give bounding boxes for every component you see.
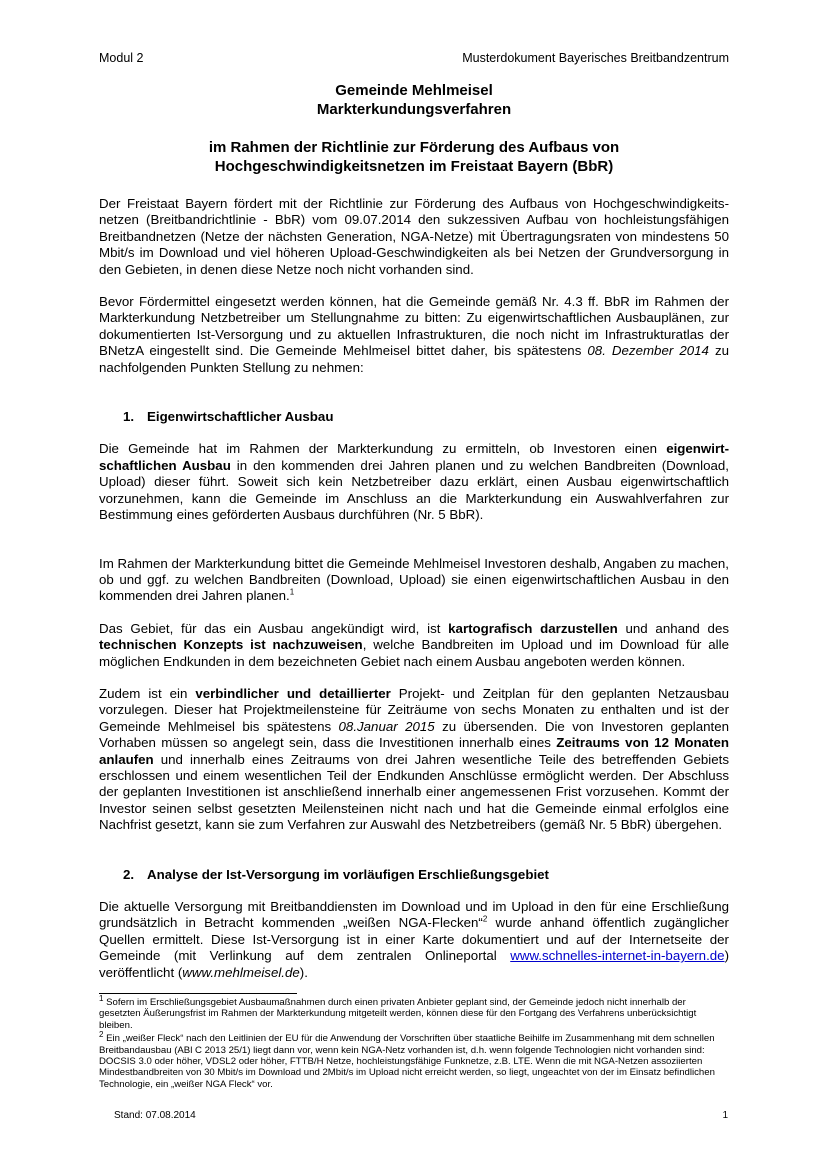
intro-paragraph-1: Der Freistaat Bayern fördert mit der Richtlinie zur Förderung des Aufbaus von Hochgeschwindigkeitsnetzen (Breitbandrichtlinie - BbR) vom 09.07.2014 den sukzessiven Aufbau von hochleistungsfähigen Breitbandnetzen (Netze der nächsten Generation, NGA-Netze) mit Übertragungsraten von mindestens 50 Mbit/s im Download und viel höheren Upload-Geschwindigkeiten als bei Netzen der Grundversorgung in den Gebieten, in denen diese Netze noch nicht vorhanden sind. (99, 196, 729, 277)
section-1-number: 1. (123, 409, 135, 425)
title-municipality: Gemeinde Mehlmeisel (335, 82, 493, 99)
s1p1-text-a: Die Gemeinde hat im Rahmen der Markterkundung zu ermitteln, ob Investoren einen (99, 441, 667, 457)
section-2-paragraph-1 (99, 899, 729, 981)
section-1-heading (123, 409, 729, 425)
intro-text-a: Bevor Fördermittel eingesetzt werden können, hat die Gemeinde gemäß Nr. 4.3 ff. BbR im Rahmen der Markterkundung Netzbetreiber um Stellungnahme zu bitten: Zu eigenwirtschaftlichen Ausbauplänen, zur dokumentierten Ist-Versorgung und zu aktuellen Infrastrukturen, die noch nicht im Infrastrukturatlas der BNetzA eingestellt sind. Die Gemeinde Mehlmeisel bittet daher, bis spätestens (99, 294, 729, 359)
s2p1-text-a: Die aktuelle Versorgung mit Breitbanddiensten im Download und im Upload in den für eine Erschließung grundsätzlich in Betracht kommenden „weißen NGA-Flecken“ (99, 899, 729, 931)
s1p3-bold-1: kartografisch darzustellen (448, 620, 618, 636)
s1p4-bold-2: Zeitraums von 12 Monaten anlaufen (99, 735, 729, 767)
s1p4-text-a: Zudem ist ein (99, 685, 196, 701)
header-module: Modul 2 (99, 51, 144, 65)
s1p3-text-b: und anhand des (617, 620, 729, 636)
footnotes (99, 993, 729, 1092)
footnote-separator (99, 993, 297, 994)
s1p4-text-d: und innerhalb eines Zeitraums von drei Jahren wesentliche Teile des betreffenden Gebiets erschlossen und einem wesentlichen Teil der Endkunden Anschlüsse ermöglicht werden. Der Abschluss der geplanten Investitionen ist anschließend innerhalb einer angemessenen Frist vorzusehen. Kommt der Investor seinen selbst gesetzten Meilensteinen nicht nach und hat die Gemeinde einmal erfolglos eine Nachfrist gesetzt, kann sie zum Verfahren zur Auswahl des Netzbetreibers (gemäß Nr. 5 BbR) übergehen. (99, 751, 729, 833)
s2p1-text-b: wurde anhand öffentlich zugänglicher Quellen ermittelt. Diese Ist-Versorgung ist in einer Karte dokumentiert und auf der Internetseite der Gemeinde (mit Verlinkung auf dem zentralen Onlineportal (99, 915, 729, 964)
footnote-2-text: Ein „weißer Fleck“ nach den Leitlinien der EU für die Anwendung der Vorschriften über staatliche Beihilfe im Zusammenhang mit dem schnellen Breitbandausbau (ABl C 2013 25/1) liegt dann vor, wenn kein NGA-Netz vorhanden ist, d.h. wenn folgende Technologien nicht vorhanden sind: DOCSIS 3.0 oder höher, VDSL2 oder höher, FTTB/H Netze, hochleistungsfähige Funknetze, z.B. LTE. Wenn die mit NGA-Netzen assoziierten Mindestbandbreiten von 30 Mbit/s im Download und 2Mbit/s im Upload nicht erreicht werden, so liegt, ungeachtet von der im Einsatz befindlichen Technologie, ein „weißer NGA Fleck“ vor. (99, 1033, 715, 1090)
s1p4-text-b: Projekt- und Zeitplan für den geplanten Netzausbau vorzulegen. Dieser hat Projektmeilensteine für Zeiträume von sechs Monaten zu enthalten und ist der Gemeinde Mehlmeisel bis spätestens (99, 685, 730, 734)
section-1-paragraph-4 (99, 686, 729, 834)
intro-text-b: zu nachfolgenden Punkten Stellung zu nehmen: (99, 343, 729, 375)
s1p4-bold-1: verbindlicher und detaillierter (195, 685, 391, 701)
title-procedure: Markterkundungsverfahren (316, 101, 512, 118)
section-2-title: Analyse der Ist-Versorgung im vorläufigen Erschließungsgebiet (147, 866, 549, 882)
footnote-1-text: Sofern im Erschließungsgebiet Ausbaumaßnahmen durch einen privaten Anbieter geplant sind, der Gemeinde jedoch nicht innerhalb der gesetzten Äußerungsfrist im Rahmen der Markterkundung mitgeteilt werden, können diese für den Fortgang des Verfahrens unberücksichtigt bleiben. (99, 997, 697, 1031)
header-document-type: Musterdokument Bayerisches Breitbandzentrum (462, 51, 729, 65)
document-title (99, 81, 729, 176)
s2p1-text-c: ) veröffentlicht ( (99, 948, 729, 980)
s1p3-text-c: , welche Bandbreiten im Upload und im Download für alle möglichen Endkunden in dem bezeichneten Gebiet nach einem Ausbau angeboten werden können. (99, 637, 729, 669)
footnote-ref-1[interactable]: 1 (289, 587, 295, 597)
section-1-title: Eigenwirtschaftlicher Ausbau (147, 409, 334, 425)
footnote-2-number: 2 (99, 1030, 104, 1040)
footnote-1-number: 1 (99, 993, 104, 1003)
title-guideline-line2: Hochgeschwindigkeitsnetzen im Freistaat Bayern (BbR) (214, 158, 614, 175)
title-spacer (99, 119, 729, 138)
portal-link[interactable]: www.schnelles-internet-in-bayern.de (510, 948, 725, 964)
intro-paragraph-2 (99, 294, 729, 376)
s1p3-bold-2: technischen Konzepts ist nachzuweisen (99, 637, 363, 653)
s1p4-text-c: zu übersenden. Die von Investoren geplanten Vorhaben müssen so angelegt sein, dass die Investitionen innerhalb eines (99, 718, 729, 751)
section-1-paragraph-3 (99, 621, 729, 670)
s2p1-text-d: ). (299, 964, 308, 980)
s1p2-text: Im Rahmen der Markterkundung bittet die Gemeinde Mehlmeisel Investoren deshalb, Angaben zu machen, ob und ggf. zu welchen Bandbreiten (Download, Upload) sie einen eigenwirtschaftlichen Ausbau in den kommenden drei Jahren planen. (99, 555, 729, 604)
s1p1-bold: eigenwirtschaftlichen Ausbau (99, 441, 729, 473)
page-number: 1 (722, 1110, 728, 1121)
s1p3-text-a: Das Gebiet, für das ein Ausbau angekündigt wird, ist (99, 620, 449, 636)
footnote-ref-2[interactable]: 2 (482, 914, 488, 924)
submission-date: 08.Januar 2015 (338, 718, 435, 734)
section-1-paragraph-2 (99, 556, 729, 605)
municipality-website: www.mehlmeisel.de (182, 964, 300, 980)
s1p1-text-b: in den kommenden drei Jahren planen und zu welchen Bandbreiten (Download, Upload) dieser führt. Soweit sich kein Netzbetreiber dazu erklärt, einen Ausbau eigenwirtschaftlich vorzunehmen, kann die Gemeinde im Anschluss an die Markterkundung ein Auswahlverfahren zur Bestimmung eines geförderten Ausbaus durchführen (Nr. 5 BbR). (99, 457, 729, 523)
title-guideline-line1: im Rahmen der Richtlinie zur Förderung des Aufbaus von (208, 139, 620, 156)
footnote-2 (99, 1030, 729, 1090)
footer-date: Stand: 07.08.2014 (114, 1110, 196, 1121)
section-1-paragraph-1 (99, 441, 729, 523)
document-body (99, 196, 729, 981)
deadline-date: 08. Dezember 2014 (587, 343, 709, 359)
section-2-number: 2. (123, 866, 135, 882)
section-2-heading (123, 867, 729, 883)
footnote-1 (99, 993, 729, 1031)
